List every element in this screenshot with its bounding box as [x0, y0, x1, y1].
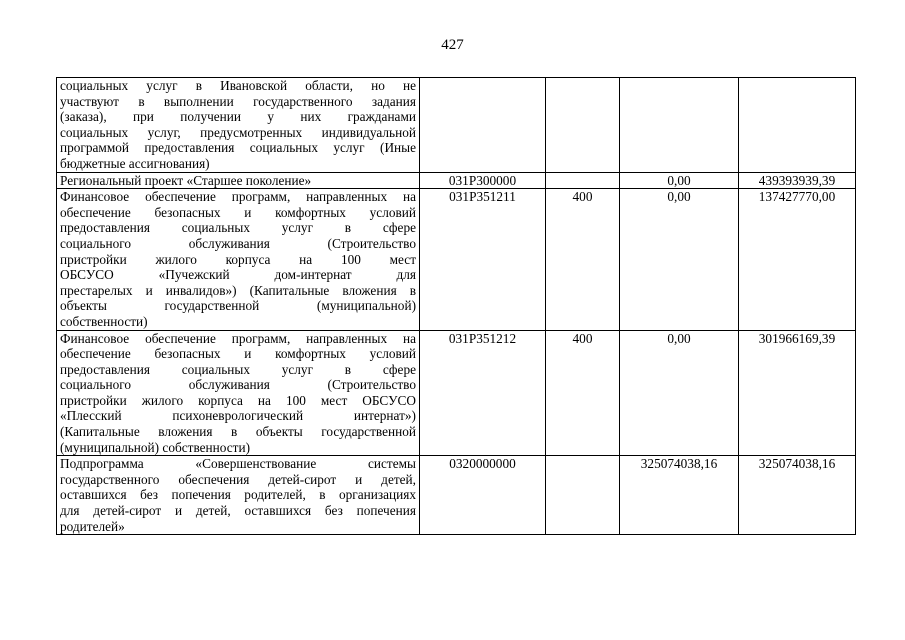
table-row	[57, 78, 856, 173]
description-line: обеспечение безопасных и комфортных условий	[60, 346, 416, 362]
row-code: 031P351212	[420, 330, 546, 456]
row-expense-type	[546, 172, 620, 189]
description-line: предоставления социальных услуг в сфере	[60, 220, 416, 236]
description-line: (Капитальные вложения в объекты государственной	[60, 424, 416, 440]
description-line: участвуют в выполнении государственного задания	[60, 93, 416, 109]
description-line: для детей-сирот и детей, оставшихся без попечения	[60, 503, 416, 519]
description-line: Подпрограмма «Совершенствование системы	[60, 456, 416, 472]
row-amount-2: 301966169,39	[739, 330, 856, 456]
description-line: родителей»	[60, 518, 125, 534]
row-amount-2: 439393939,39	[739, 172, 856, 189]
description-line: Финансовое обеспечение программ, направленных на	[60, 189, 416, 205]
description-line: «Плесский психоневрологический интернат»)	[60, 408, 416, 424]
row-description	[57, 189, 420, 330]
row-expense-type	[546, 78, 620, 173]
description-line: Финансовое обеспечение программ, направленных на	[60, 330, 416, 346]
description-line: бюджетные ассигнования)	[60, 155, 210, 171]
row-amount-1	[620, 78, 739, 173]
description-line: ОБСУСО «Пучежский дом-интернат для	[60, 267, 416, 283]
row-amount-2	[739, 78, 856, 173]
description-line: социальных услуг в Ивановской области, но не	[60, 78, 416, 93]
row-amount-1: 0,00	[620, 172, 739, 189]
row-expense-type: 400	[546, 330, 620, 456]
description-line: (заказа), при получении у них гражданами	[60, 109, 416, 125]
budget-table	[56, 77, 856, 535]
description-line: пристройки жилого корпуса на 100 мест ОБСУСО	[60, 392, 416, 408]
page-number: 427	[441, 37, 464, 53]
description-line: социального обслуживания (Строительство	[60, 377, 416, 393]
description-line: предоставления социальных услуг в сфере	[60, 361, 416, 377]
row-amount-2: 137427770,00	[739, 189, 856, 330]
description-line: Региональный проект «Старшее поколение»	[60, 172, 312, 188]
row-description	[57, 456, 420, 535]
row-expense-type	[546, 456, 620, 535]
table-body	[57, 78, 856, 535]
row-code: 031P351211	[420, 189, 546, 330]
description-line: собственности)	[60, 313, 148, 329]
description-line: обеспечение безопасных и комфортных условий	[60, 204, 416, 220]
row-description	[57, 78, 420, 173]
description-line: программой предоставления социальных услуг (Иные	[60, 140, 416, 156]
row-amount-1: 0,00	[620, 330, 739, 456]
description-line: государственного обеспечения детей-сирот и детей,	[60, 471, 416, 487]
row-description	[57, 172, 420, 189]
table-row	[57, 172, 856, 189]
table-row	[57, 189, 856, 330]
row-description	[57, 330, 420, 456]
description-line: социальных услуг, предусмотренных индивидуальной	[60, 124, 416, 140]
description-line: социального обслуживания (Строительство	[60, 235, 416, 251]
row-amount-1: 325074038,16	[620, 456, 739, 535]
table-row	[57, 330, 856, 456]
description-line: объекты государственной (муниципальной)	[60, 298, 416, 314]
description-line: оставшихся без попечения родителей, в организациях	[60, 487, 416, 503]
table-row	[57, 456, 856, 535]
row-amount-2: 325074038,16	[739, 456, 856, 535]
row-code	[420, 78, 546, 173]
row-code: 031P300000	[420, 172, 546, 189]
row-expense-type: 400	[546, 189, 620, 330]
description-line: престарелых и инвалидов») (Капитальные вложения в	[60, 282, 416, 298]
row-amount-1: 0,00	[620, 189, 739, 330]
row-code: 0320000000	[420, 456, 546, 535]
description-line: (муниципальной) собственности)	[60, 439, 251, 455]
description-line: пристройки жилого корпуса на 100 мест	[60, 251, 416, 267]
